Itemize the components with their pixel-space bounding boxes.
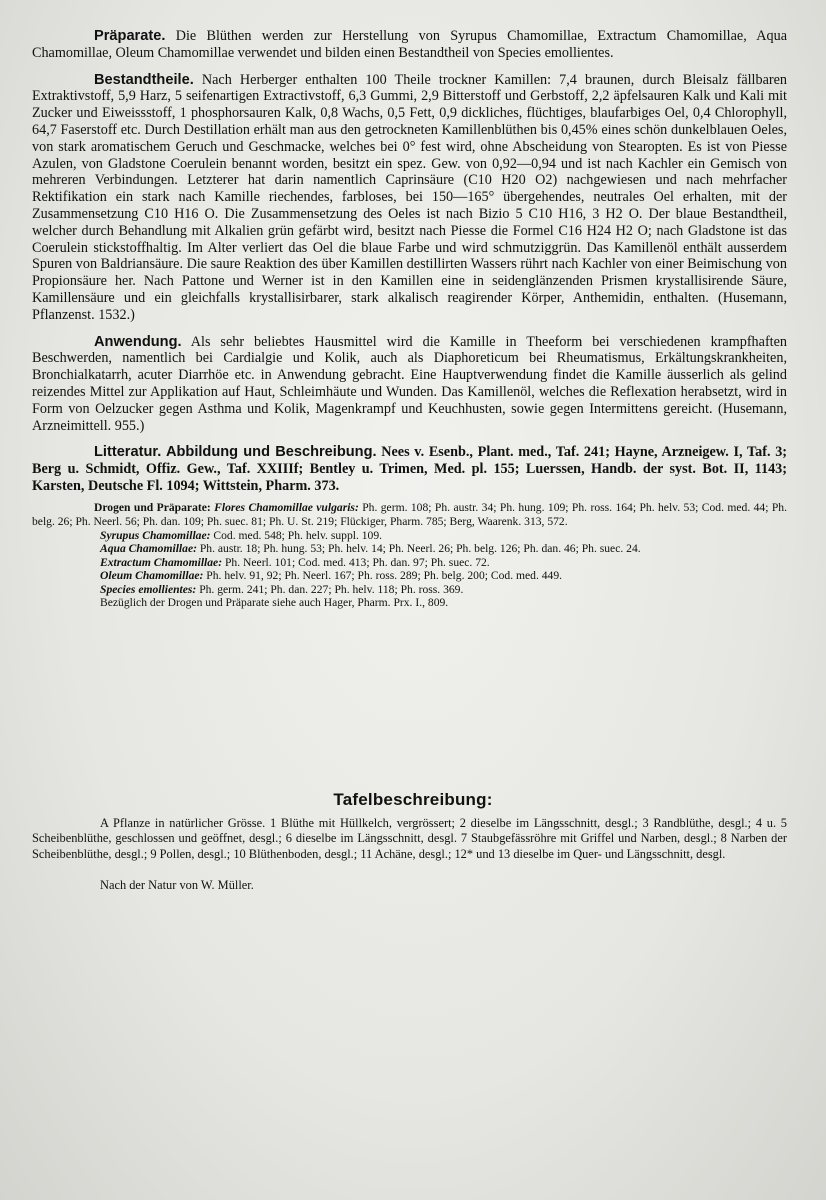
reference-text: Bezüglich der Drogen und Präparate siehe auch Hager, Pharm. Prx. I., 809. [100, 596, 449, 610]
bestandtheile-text: Nach Herberger enthalten 100 Theile trockner Kamillen: 7,4 braunen, durch Bleisalz fällbaren Extraktivstoff, 5,9 Harz, 5 seifenartigen Extractivstoff, 6,3 Gummi, 2,9 Bitterstoff und Gerbstoff, 2,2 äpfelsauren Kalk und Kali mit Zucker und Eiweissstoff, 1 phosphorsauren Kalk, 0,8 Wachs, 0,5 Fett, 0,9 dickliches, flüchtiges, blaufarbiges Oel, 0,4 Chlorophyll, 64,7 Faserstoff etc. Durch Destillation erhält man aus den getrockneten Kamillenblüthen bis 0,45% eines schön dunkelblauen Oeles, von stark aromatischem Geruch und Geschmacke, welches bei 0° fest wird, ohne Abscheidung von Stearopten. Es ist von Piesse Azulen, von Gladstone Coerulein benannt worden, besitzt ein spez. Gew. von 0,92—0,94 und ist nach Kachler ein Gemisch von mehreren Verbindungen. Letzterer hat darin namentlich Caprinsäure (C10 H20 O2) nachgewiesen und nach mehrfacher Rektifikation ein stark nach Kamille riechendes, farbloses, bei 150—165° übergehendes, neutrales Oel erhalten, mit der Zusammensetzung C10 H16 O. Die Zusammensetzung des Oeles ist nach Bizio 5 C10 H16, 3 H2 O. Der blaue Bestandtheil, welcher durch Behandlung mit Alkalien grün gefärbt wird, besitzt nach Piesse die Formel C16 H24 H2 O; nach Gladstone ist das Coerulein stickstoffhaltig. Im Alter verliert das Oel die blaue Farbe und wird schmutziggrün. Das Kamillenöl enthält ausserdem Spuren von Baldriansäure. Die saure Reaktion des über Kamillen destillirten Wassers rührt nach Kachler von einer Beimischung von Propionsäure her. Nach Pattone und Werner ist in den Kamillen eine in seidenglänzenden Prismen krystallisirende Säure, Kamillensäure und ein gleichfalls krystallisirbarer, stark alkalisch reagirender Körper, Anthemidin, enthalten. (Husemann, Pflanzenst. 1532.) [32, 71, 788, 323]
praeparate-text: Die Blüthen werden zur Herstellung von Syrupus Chamomillae, Extractum Chamomillae, Aqua Chamomillae, Oleum Chamomillae verwendet und bilden einen Bestandtheil von Species emollientes. [32, 28, 787, 61]
anwendung-heading: Anwendung. [94, 333, 182, 350]
reference-text: Ph. germ. 241; Ph. dan. 227; Ph. helv. 118; Ph. ross. 369. [199, 582, 464, 596]
reference-label: Extractum Chamomillae: [100, 555, 223, 569]
reference-text: Cod. med. 548; Ph. helv. suppl. 109. [213, 528, 383, 542]
reference-label: Syrupus Chamomillae: [100, 528, 211, 542]
drogen-heading: Drogen und Präparate: [94, 501, 211, 515]
reference-line [32, 542, 787, 556]
reference-line [32, 596, 787, 610]
reference-text: Ph. austr. 18; Ph. hung. 53; Ph. helv. 14; Ph. Neerl. 26; Ph. belg. 126; Ph. dan. 46; Ph. suec. 24. [199, 542, 641, 556]
litteratur-paragraph [32, 444, 787, 495]
plate-description-text: A Pflanze in natürlicher Grösse. 1 Blüthe mit Hüllkelch, vergrössert; 2 dieselbe im Längsschnitt, desgl.; 3 Randblüthe, desgl.; 4 u. 5 Scheibenblüthe, geschlossen und geöffnet, desgl.; 6 dieselbe im Längsschnitt, desgl. 7 Staubgefässröhre mit Griffel und Narben, desgl.; 8 Narben der Scheibenblüthe, desgl.; 9 Pollen, desgl.; 10 Blüthenboden, desgl.; 11 Achäne, desgl.; 12* und 13 dieselbe im Quer- und Längsschnitt, desgl. [32, 816, 787, 861]
reference-text: Ph. helv. 91, 92; Ph. Neerl. 167; Ph. ross. 289; Ph. belg. 200; Cod. med. 449. [206, 569, 563, 583]
bestandtheile-paragraph [32, 72, 787, 324]
main-text-column [32, 28, 787, 610]
anwendung-paragraph [32, 334, 787, 435]
litteratur-heading: Litteratur. Abbildung und Beschreibung. [94, 444, 377, 461]
reference-label: Oleum Chamomillae: [100, 569, 204, 583]
reference-line [32, 569, 787, 583]
reference-line [32, 583, 787, 597]
reference-label: Aqua Chamomillae: [100, 542, 197, 556]
reference-text: Ph. Neerl. 101; Cod. med. 413; Ph. dan. 97; Ph. suec. 72. [224, 555, 490, 569]
praeparate-heading: Präparate. [94, 28, 166, 44]
reference-label: Species emollientes: [100, 582, 197, 596]
reference-text: Ph. germ. 108; Ph. austr. 34; Ph. hung. 109; Ph. ross. 164; Ph. helv. 53; Cod. med. 44; Ph. belg. 26; Ph. Neerl. 56; Ph. dan. 109; Ph. suec. 81; Ph. U. St. 219; Flückiger, Pharm. 785; Berg, Waarenk. 313, 572. [32, 501, 787, 528]
reference-line [32, 501, 787, 528]
praeparate-paragraph [32, 28, 787, 62]
bestandtheile-heading: Bestandtheile. [94, 71, 194, 88]
litteratur-text: Nees v. Esenb., Plant. med., Taf. 241; Hayne, Arzneigew. I, Taf. 3; Berg u. Schmidt, Offiz. Gew., Taf. XXIIIf; Bentley u. Trimen, Med. pl. 155; Luerssen, Handb. der syst. Bot. II, 1143; Karsten, Deutsche Fl. 1094; Wittstein, Pharm. 373. [32, 444, 788, 495]
anwendung-text: Als sehr beliebtes Hausmittel wird die Kamille in Theeform bei verschiedenen krampfhaften Beschwerden, namentlich bei Cardialgie und Kolik, auch als Diaphoreticum bei Rheumatismus, Erkältungskrankheiten, Bronchialkatarrh, acuter Diarrhöe etc. in Anwendung gebracht. Eine Hauptverwendung findet die Kamille äusserlich als gelind reizendes Mittel zur Applikation auf Haut, Schleimhäute und Wunden. Das Kamillenöl, welches die Reflexation herabsetzt, wird in Form von Oelzucker gegen Asthma und Kolik, Magenkrampf und Keuchhusten, sowie gegen Intermittens gereicht. (Husemann, Arzneimittell. 955.) [32, 333, 788, 434]
reference-label: Flores Chamomillae vulgaris: [214, 501, 359, 515]
pharmacopoeia-references [32, 501, 787, 610]
plate-author-credit: Nach der Natur von W. Müller. [100, 878, 254, 892]
reference-line [32, 556, 787, 570]
reference-line [32, 529, 787, 543]
plate-description-title: Tafelbeschreibung: [333, 790, 493, 809]
